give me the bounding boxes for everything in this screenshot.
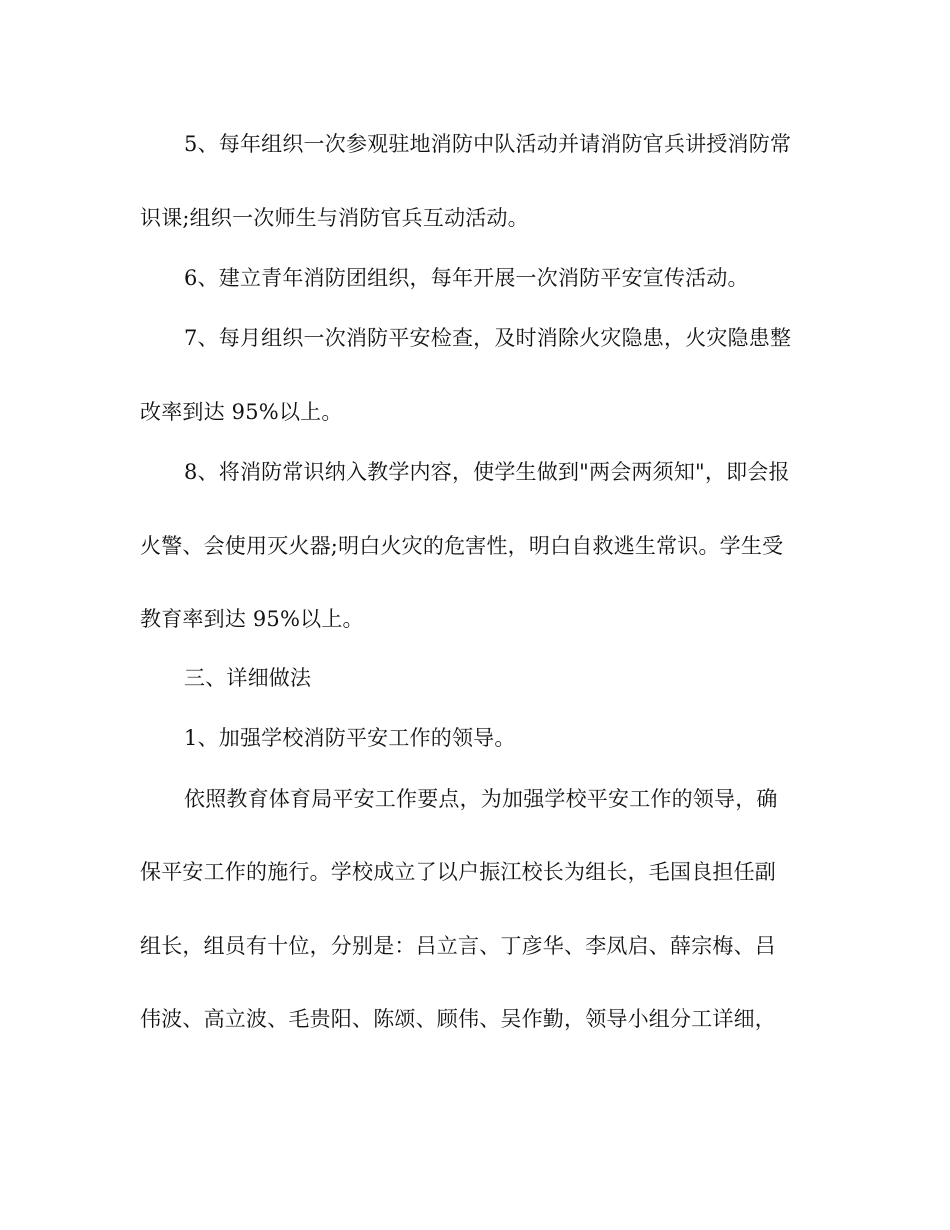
paragraph-line: 8、将消防常识纳入教学内容，使学生做到"两会两须知"，即会报: [184, 460, 790, 484]
section-heading: 三、详细做法: [184, 666, 312, 690]
paragraph-line: 教育率到达 95%以上。: [140, 607, 364, 631]
paragraph-line: 组长，组员有十位，分别是：吕立言、丁彦华、李凤启、薛宗梅、吕: [140, 934, 776, 958]
paragraph-line: 5、每年组织一次参观驻地消防中队活动并请消防官兵讲授消防常: [184, 132, 792, 156]
paragraph-line: 改率到达 95%以上。: [140, 400, 343, 424]
subsection-heading: 1、加强学校消防平安工作的领导。: [184, 726, 516, 750]
paragraph-line: 伟波、高立波、毛贵阳、陈颂、顾伟、吴作勤，领导小组分工详细，: [140, 1007, 776, 1031]
paragraph-line: 6、建立青年消防团组织，每年开展一次消防平安宣传活动。: [184, 266, 749, 290]
paragraph-line: 依照教育体育局平安工作要点，为加强学校平安工作的领导，确: [184, 787, 778, 811]
paragraph-line: 识课;组织一次师生与消防官兵互动活动。: [140, 206, 529, 230]
paragraph-line: 保平安工作的施行。学校成立了以户振江校长为组长，毛国良担任副: [140, 860, 776, 884]
paragraph-line: 7、每月组织一次消防平安检查，及时消除火灾隐患，火灾隐患整: [184, 326, 792, 350]
paragraph-line: 火警、会使用灭火器;明白火灾的危害性，明白自救逃生常识。学生受: [140, 534, 784, 558]
